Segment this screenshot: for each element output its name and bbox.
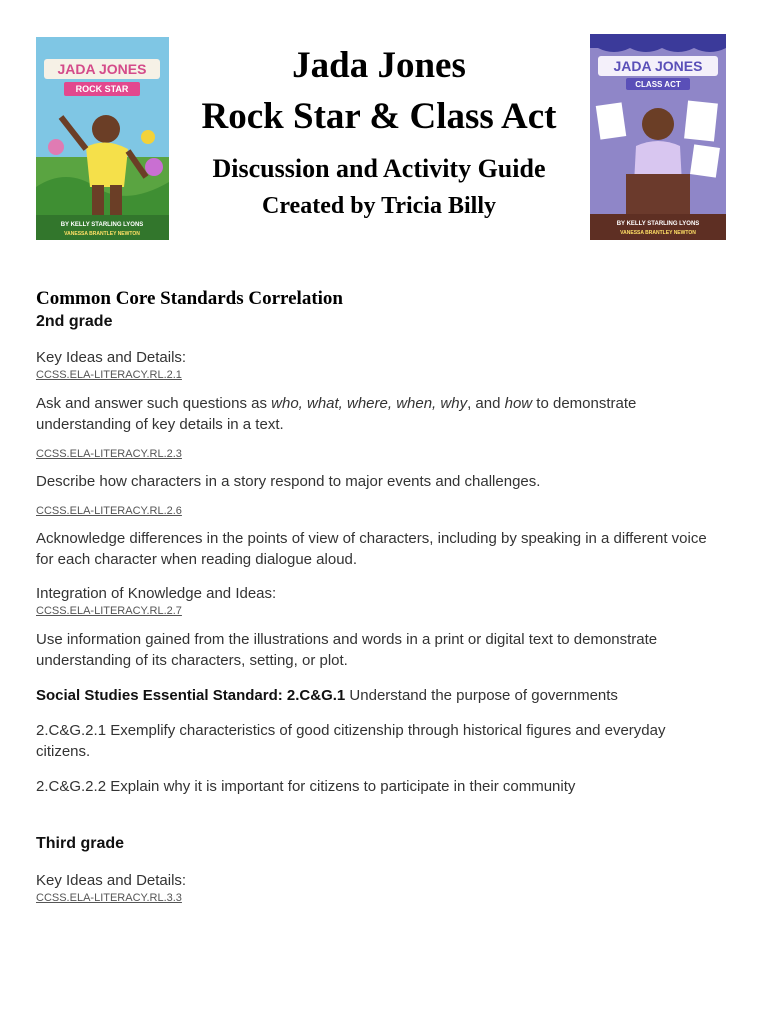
guide-author: Created by Tricia Billy xyxy=(262,193,496,219)
standard-text-rl-2-3: Describe how characters in a story respond to major events and challenges. xyxy=(36,473,541,490)
standard-text-rl-2-1-how: how xyxy=(504,395,533,412)
grade-2-heading: 2nd grade xyxy=(36,313,113,330)
standard-code-rl-3-3[interactable]: CCSS.ELA-LITERACY.RL.3.3 xyxy=(36,892,182,904)
social-studies-standard xyxy=(36,685,716,706)
standard-text-rl-2-7: Use information gained from the illustrations and words in a print or digital text to demonstrate understanding of its characters, setting, or plot. xyxy=(36,631,658,669)
standard-text-rl-2-1-part-b: , and xyxy=(467,395,505,412)
right-cover-illustrator: VANESSA BRANTLEY NEWTON xyxy=(620,230,696,236)
standard-text-rl-2-1-part-c: to demonstrate understanding of key details in a text. xyxy=(36,395,637,433)
class-act-cover-image xyxy=(590,34,726,240)
right-cover-title: JADA JONES xyxy=(613,58,703,74)
social-studies-standard-text: Understand the purpose of governments xyxy=(345,687,618,704)
grade-3-heading: Third grade xyxy=(36,835,125,852)
standards-content xyxy=(36,287,716,905)
right-cover-banner: CLASS ACT xyxy=(635,80,681,89)
standard-code-rl-2-3[interactable]: CCSS.ELA-LITERACY.RL.2.3 xyxy=(36,448,182,460)
standard-text-rl-2-1-questions: who, what, where, when, why xyxy=(271,395,468,412)
social-studies-standard-code: Social Studies Essential Standard: 2.C&G.1 xyxy=(36,687,346,704)
left-cover-byline: BY KELLY STARLING LYONS xyxy=(60,222,144,228)
grade-3-key-ideas-label: Key Ideas and Details: xyxy=(36,872,187,889)
guide-subtitle: Discussion and Activity Guide xyxy=(212,154,546,183)
rock-star-cover-image xyxy=(36,37,169,240)
right-cover-byline: BY KELLY STARLING LYONS xyxy=(616,221,700,227)
ss-standard-2-2: 2.C&G.2.2 Explain why it is important for citizens to participate in their community xyxy=(36,778,576,795)
title-line-1: Jada Jones xyxy=(292,45,466,86)
key-ideas-label: Key Ideas and Details: xyxy=(36,349,187,366)
standard-text-rl-2-1-part-a: Ask and answer such questions as xyxy=(36,395,272,412)
left-cover-title: JADA JONES xyxy=(57,61,147,77)
standard-text-rl-2-1 xyxy=(36,393,716,435)
standard-text-rl-2-6: Acknowledge differences in the points of view of characters, including by speaking in a different voice for each character when reading dialogue aloud. xyxy=(36,530,707,568)
standard-code-rl-2-6[interactable]: CCSS.ELA-LITERACY.RL.2.6 xyxy=(36,505,182,517)
left-cover-illustrator: VANESSA BRANTLEY NEWTON xyxy=(64,231,140,237)
section-title: Common Core Standards Correlation xyxy=(36,288,343,309)
standard-code-rl-2-1[interactable]: CCSS.ELA-LITERACY.RL.2.1 xyxy=(36,369,182,381)
ss-standard-2-1: 2.C&G.2.1 Exemplify characteristics of good citizenship through historical figures and everyday citizens. xyxy=(36,722,666,760)
left-cover-banner: ROCK STAR xyxy=(75,84,129,94)
guide-header xyxy=(170,40,588,221)
integration-label: Integration of Knowledge and Ideas: xyxy=(36,585,277,602)
title-line-2: Rock Star & Class Act xyxy=(201,96,557,137)
standard-code-rl-2-7[interactable]: CCSS.ELA-LITERACY.RL.2.7 xyxy=(36,605,182,617)
